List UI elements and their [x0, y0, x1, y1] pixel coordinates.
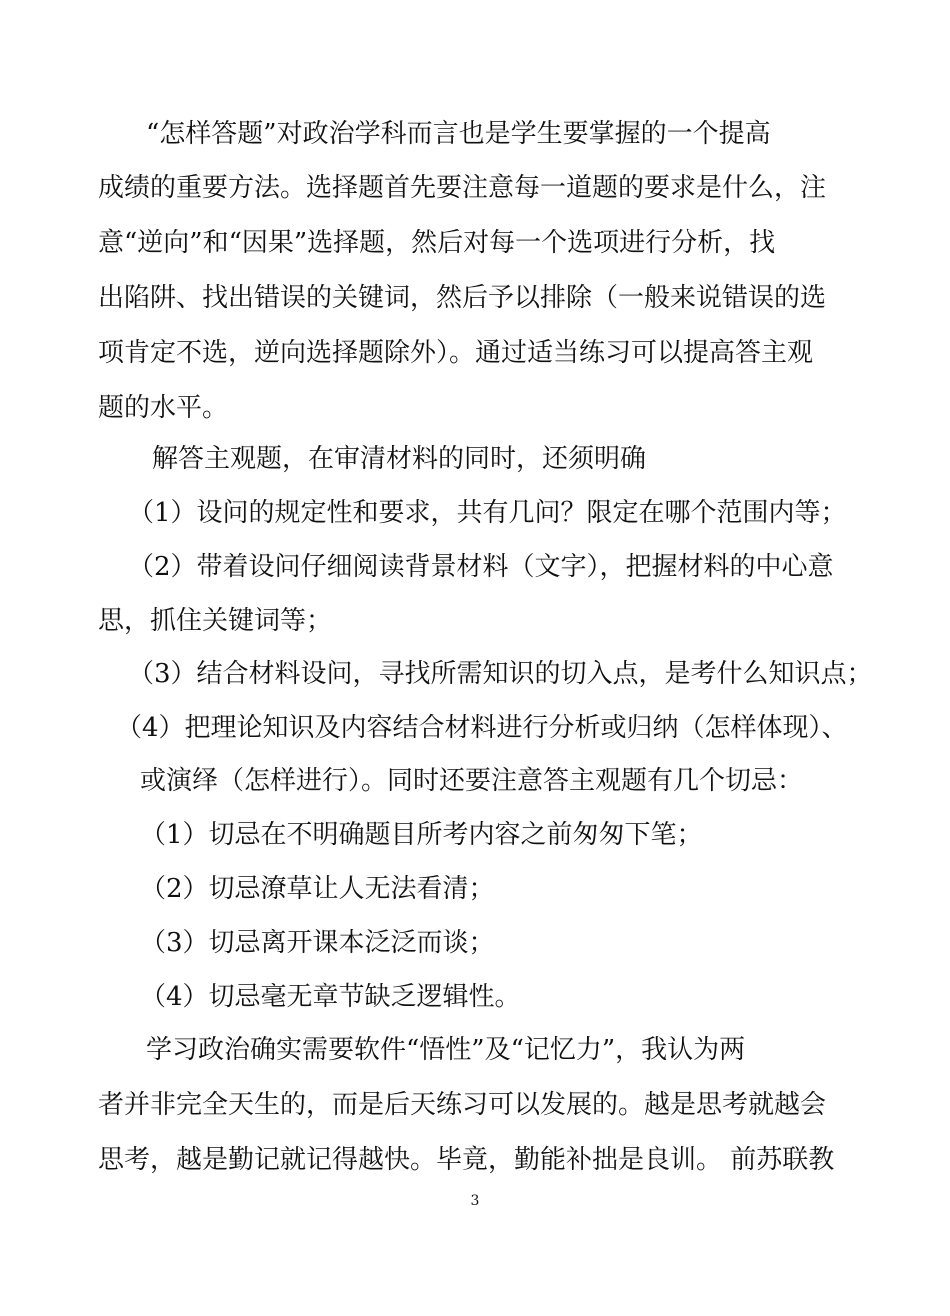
- list-item-continuation: 思，抓住关键词等；: [98, 606, 333, 636]
- list-item: （1）切忌在不明确题目所考内容之前匆匆下笔；: [140, 820, 703, 850]
- paragraph-line: 解答主观题，在审清材料的同时，还须明确: [152, 444, 647, 474]
- paragraph-line: 思考，越是勤记就记得越快。毕竟，勤能补拙是良训。 前苏联教: [98, 1145, 835, 1175]
- paragraph-line: 题的水平。: [98, 393, 229, 423]
- paragraph-line: 出陷阱、找出错误的关键词，然后予以排除（一般来说错误的选: [98, 283, 827, 313]
- page-number: 3: [470, 1193, 480, 1209]
- paragraph-line: 成绩的重要方法。选择题首先要注意每一道题的要求是什么，注: [98, 173, 827, 203]
- list-item: （3）结合材料设问，寻找所需知识的切入点，是考什么知识点；: [128, 659, 873, 689]
- paragraph-line: 意“逆向”和“因果”选择题，然后对每一个选项进行分析，找: [98, 228, 776, 258]
- paragraph-line: 学习政治确实需要软件“悟性”及“记忆力”，我认为两: [146, 1035, 746, 1065]
- paragraph-line: 项肯定不选，逆向选择题除外）。通过适当练习可以提高答主观: [98, 338, 814, 368]
- list-item: （1）设问的规定性和要求，共有几问？限定在哪个范围内等；: [128, 498, 847, 528]
- list-item: （3）切忌离开课本泛泛而谈；: [140, 928, 495, 958]
- list-item: （4）切忌毫无章节缺乏逻辑性。: [140, 982, 521, 1012]
- paragraph-line: “怎样答题”对政治学科而言也是学生要掌握的一个提高: [146, 119, 771, 149]
- list-item: （2）带着设问仔细阅读背景材料（文字），把握材料的中心意: [128, 552, 834, 582]
- list-item: （4）把理论知识及内容结合材料进行分析或归纳（怎样体现）、: [116, 713, 848, 743]
- paragraph-line: 者并非完全天生的，而是后天练习可以发展的。越是思考就越会: [98, 1090, 827, 1120]
- list-item-continuation: 或演绎（怎样进行）。同时还要注意答主观题有几个切忌：: [140, 766, 804, 796]
- list-item: （2）切忌潦草让人无法看清；: [140, 874, 495, 904]
